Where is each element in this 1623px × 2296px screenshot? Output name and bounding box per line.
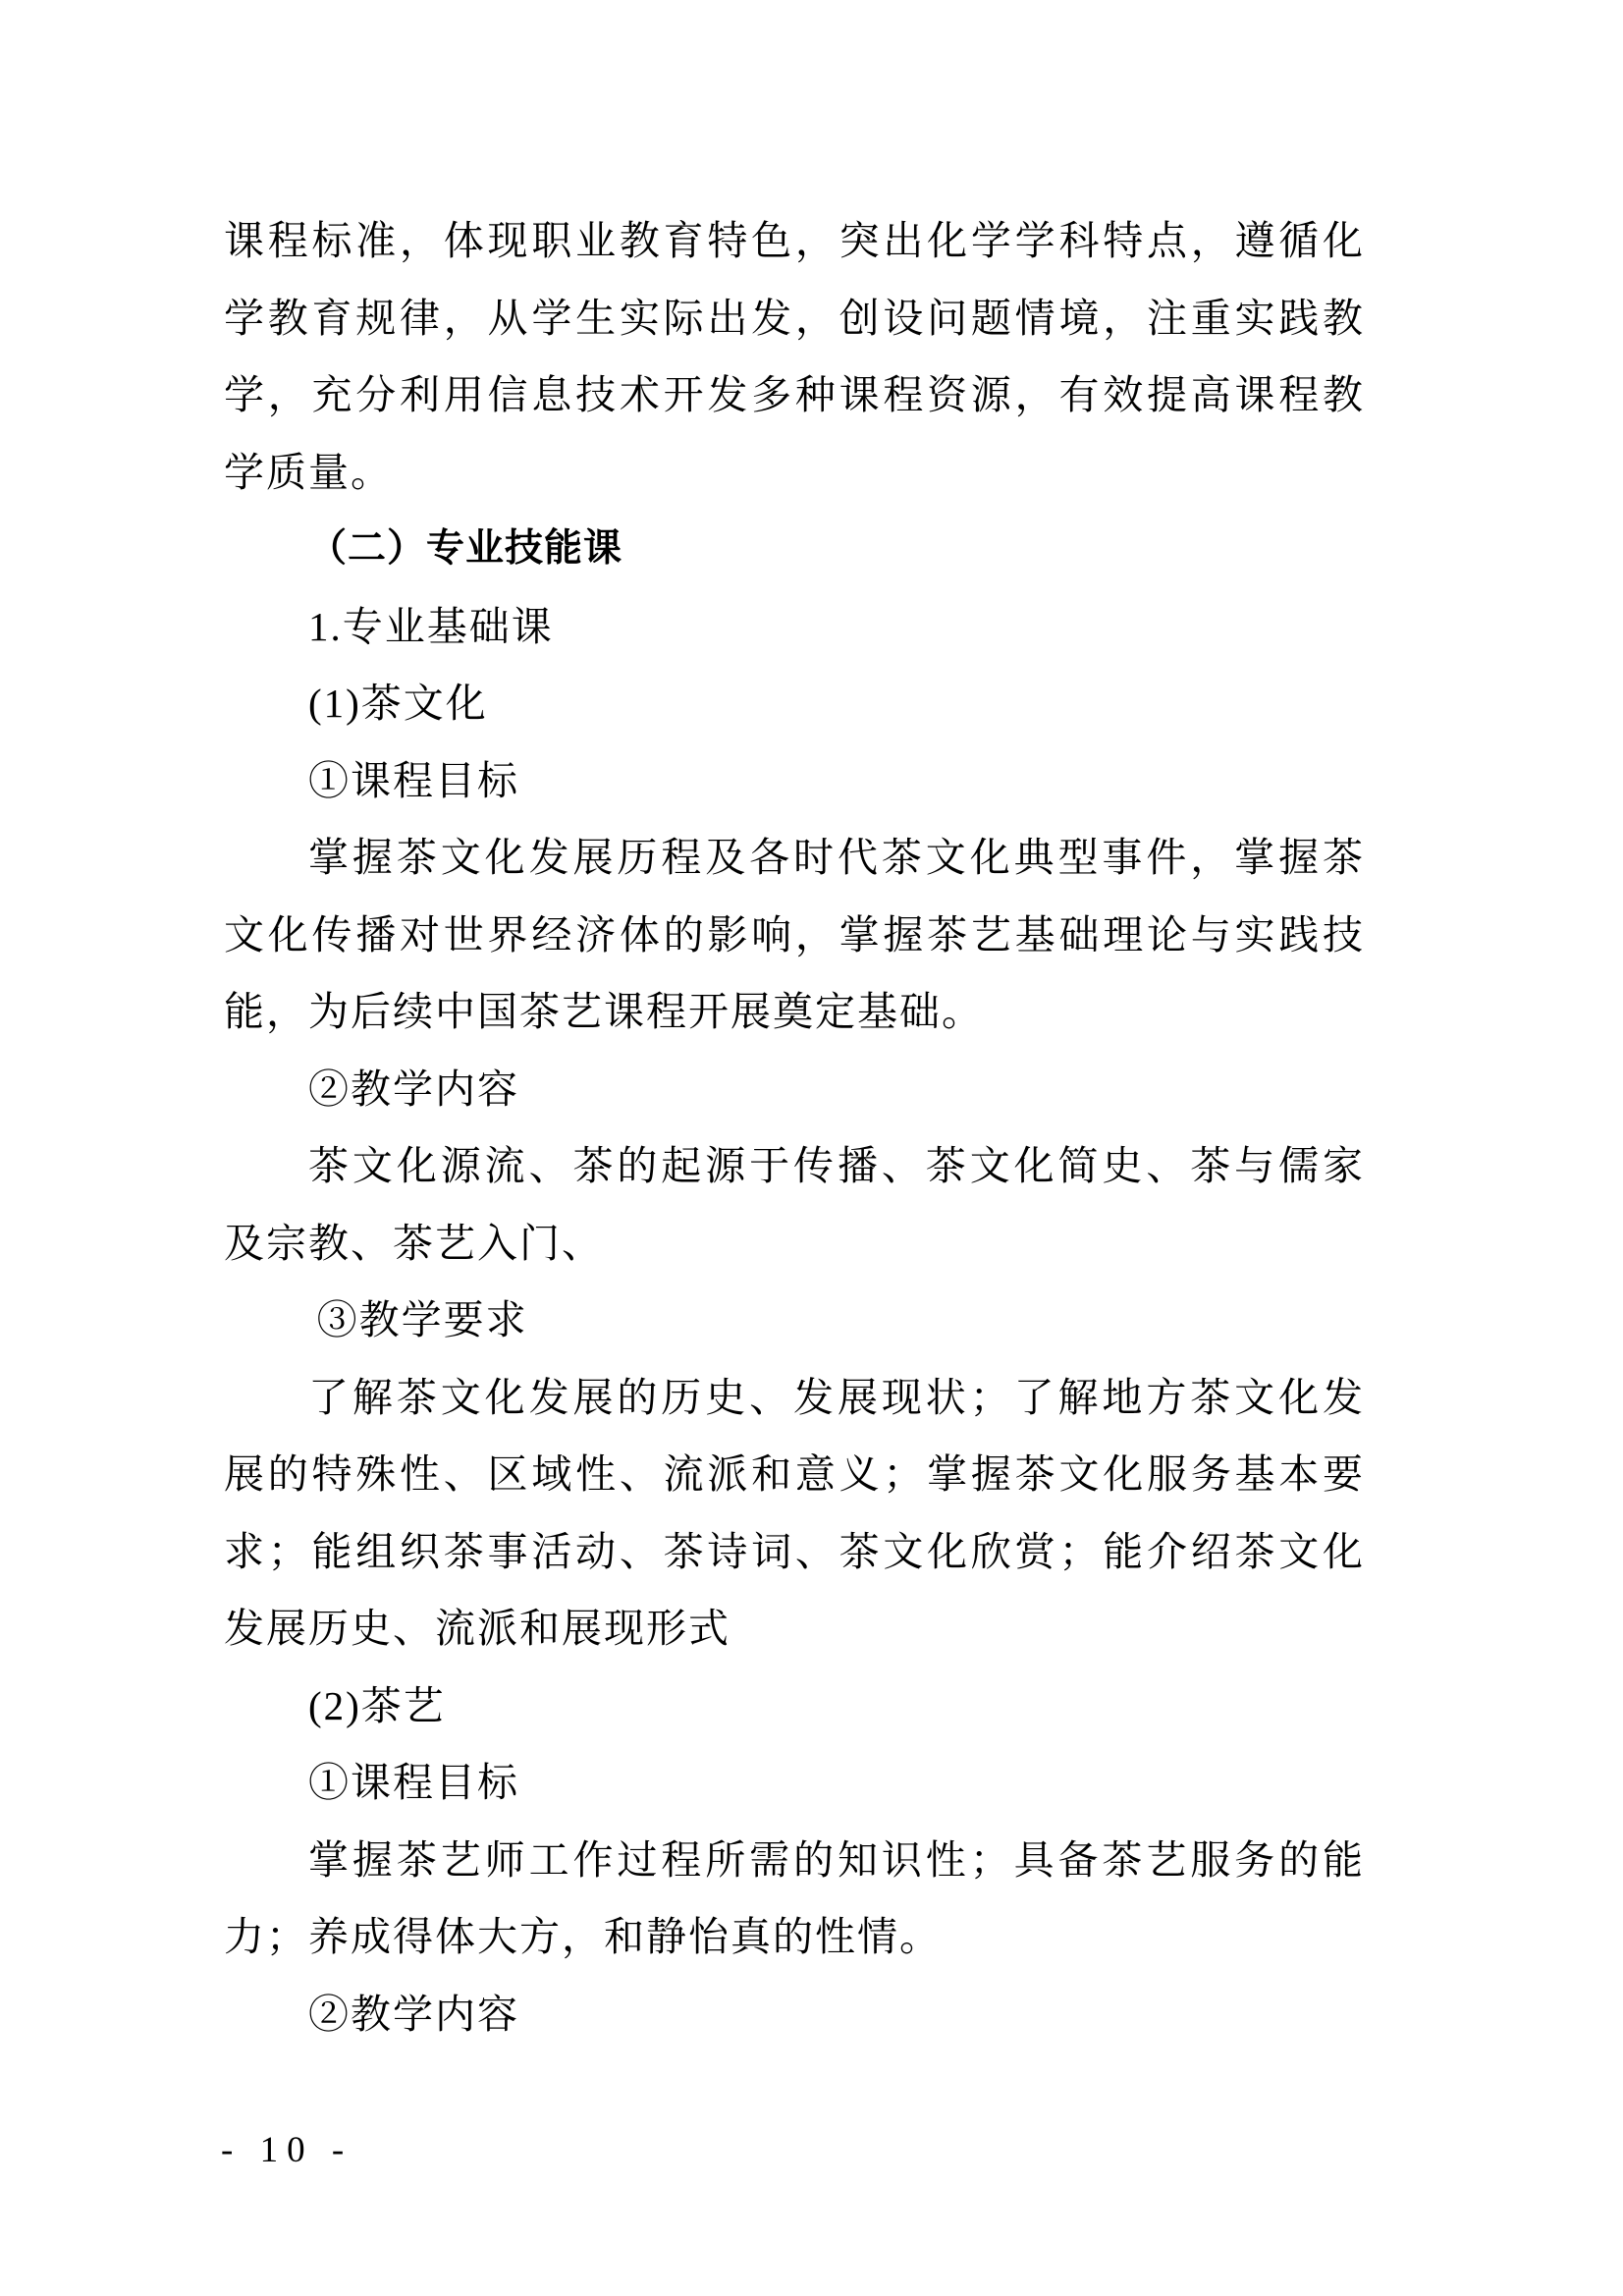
text-line: 发展历史、流派和展现形式 [224,1606,730,1651]
text-line: 能，为后续中国茶艺课程开展奠定基础。 [224,989,984,1034]
text-line: 学，充分利用信息技术开发多种课程资源，有效提高课程教 [224,372,1365,417]
text-line: 展的特殊性、区域性、流派和意义；掌握茶文化服务基本要 [224,1451,1365,1497]
text-line: 茶文化源流、茶的起源于传播、茶文化简史、茶与儒家 [308,1143,1365,1188]
text-line: 及宗教、茶艺入门、 [224,1220,604,1266]
document-body [224,202,1365,2052]
text-line: ①课程目标 [308,757,519,803]
text-line: (1)茶文化 [308,681,488,726]
text-line: (2)茶艺 [308,1682,446,1728]
text-line: 文化传播对世界经济体的影响，掌握茶艺基础理论与实践技 [224,911,1365,957]
text-line: ②教学内容 [308,1991,519,2037]
text-line: 学教育规律，从学生实际出发，创设问题情境，注重实践教 [224,295,1365,341]
text-line: 1.专业基础课 [308,603,554,649]
text-line: 掌握茶文化发展历程及各时代茶文化典型事件，掌握茶 [308,835,1365,880]
text-line: 掌握茶艺师工作过程所需的知识性；具备茶艺服务的能 [308,1836,1365,1883]
text-line: ③教学要求 [316,1297,528,1342]
text-line: ①课程目标 [308,1760,519,1805]
page-number: - 10 - [221,2130,353,2170]
text-line: 力；养成得体大方，和静怡真的性情。 [224,1914,942,1959]
text-line: 课程标准，体现职业教育特色，突出化学学科特点，遵循化 [224,218,1365,263]
text-line: 学质量。 [224,449,393,495]
text-line: 了解茶文化发展的历史、发展现状；了解地方茶文化发 [308,1374,1365,1420]
text-line: 求；能组织茶事活动、茶诗词、茶文化欣赏；能介绍茶文化 [224,1528,1365,1574]
text-line: ②教学内容 [308,1066,519,1112]
section-heading: （二）专业技能课 [308,527,623,570]
